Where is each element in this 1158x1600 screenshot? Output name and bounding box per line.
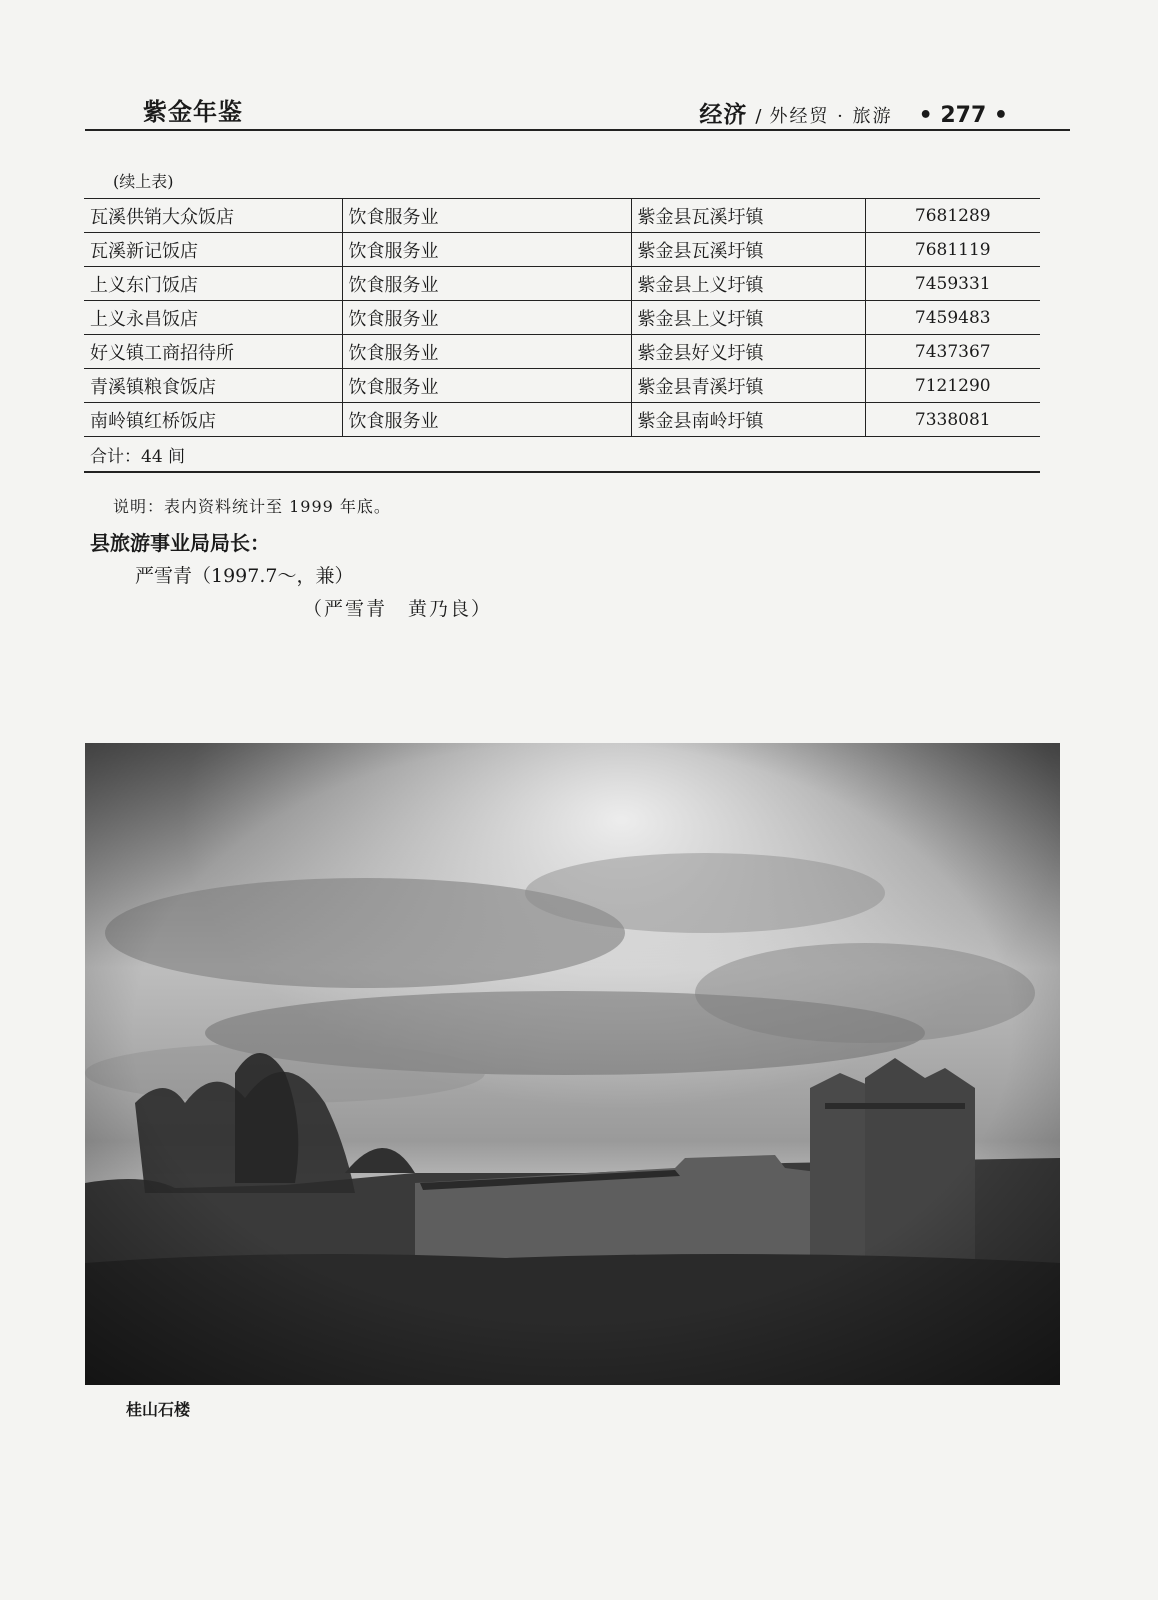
header-separator: / [755,106,762,127]
table-row [84,403,1040,437]
phone-cell: 7681119 [865,233,1040,267]
type-cell: 饮食服务业 [342,369,631,403]
phone-cell: 7121290 [865,369,1040,403]
type-cell: 饮食服务业 [342,335,631,369]
running-header [699,96,1008,129]
phone-cell: 7437367 [865,335,1040,369]
address-cell: 紫金县南岭圩镇 [631,403,865,437]
photo-caption: 桂山石楼 [126,1400,191,1419]
section-title: 经济 [699,102,748,128]
header-rule [85,129,1070,131]
address-cell: 紫金县青溪圩镇 [631,369,865,403]
type-cell: 饮食服务业 [342,233,631,267]
phone-cell: 7681289 [865,199,1040,233]
name-cell: 上义永昌饭店 [84,301,342,335]
table-note: 说明：表内资料统计至 1999 年底。 [113,497,391,516]
page-number: • 277 • [918,103,1008,128]
table-row [84,301,1040,335]
guishan-stone-tower-photo [85,743,1060,1385]
book-title: 紫金年鉴 [143,98,243,126]
address-cell: 紫金县瓦溪圩镇 [631,233,865,267]
type-cell: 饮食服务业 [342,301,631,335]
name-cell: 青溪镇粮食饭店 [84,369,342,403]
table-row [84,335,1040,369]
address-cell: 紫金县瓦溪圩镇 [631,199,865,233]
author-credit: （严雪青 黄乃良） [303,598,493,620]
phone-cell: 7338081 [865,403,1040,437]
table-row [84,369,1040,403]
business-table [84,198,1040,473]
type-cell: 饮食服务业 [342,403,631,437]
director-name: 严雪青（1997.7～，兼） [135,565,354,587]
name-cell: 南岭镇红桥饭店 [84,403,342,437]
table-total-row [84,437,1040,473]
type-cell: 饮食服务业 [342,199,631,233]
table-row [84,267,1040,301]
phone-cell: 7459331 [865,267,1040,301]
type-cell: 饮食服务业 [342,267,631,301]
continued-label: (续上表) [113,172,174,191]
address-cell: 紫金县上义圩镇 [631,267,865,301]
name-cell: 上义东门饭店 [84,267,342,301]
table-row [84,233,1040,267]
subsection-title: 外经贸 · 旅游 [769,106,893,127]
name-cell: 好义镇工商招待所 [84,335,342,369]
address-cell: 紫金县上义圩镇 [631,301,865,335]
name-cell: 瓦溪供销大众饭店 [84,199,342,233]
address-cell: 紫金县好义圩镇 [631,335,865,369]
phone-cell: 7459483 [865,301,1040,335]
name-cell: 瓦溪新记饭店 [84,233,342,267]
table-row [84,199,1040,233]
total-cell: 合计：44 间 [84,437,1040,473]
director-heading: 县旅游事业局局长： [90,531,270,555]
